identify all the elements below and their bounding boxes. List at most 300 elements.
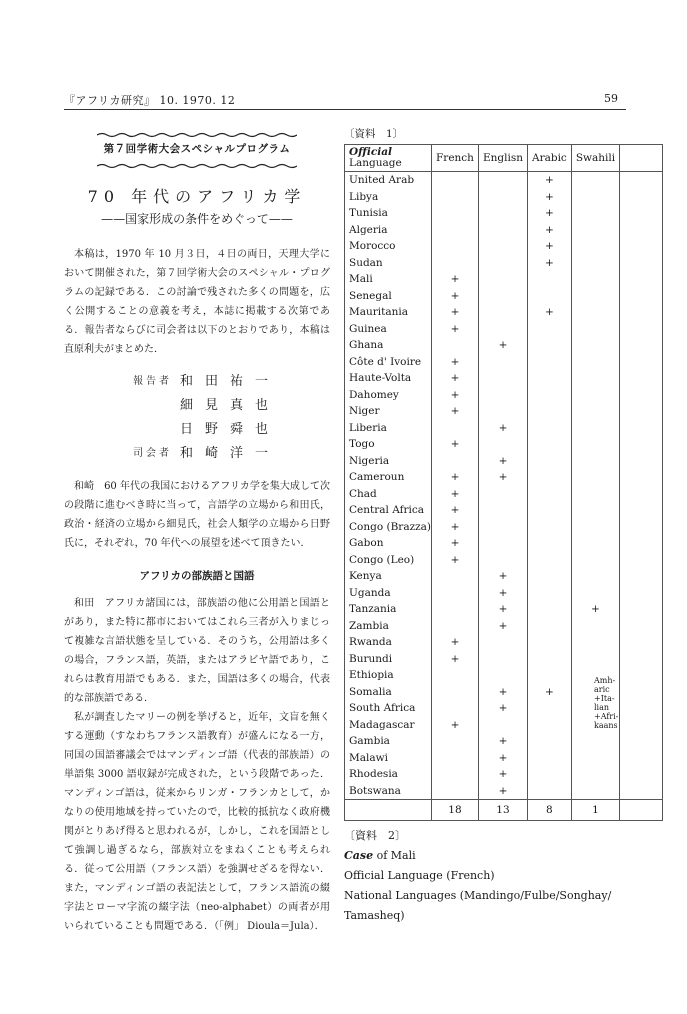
table-row <box>345 436 663 453</box>
mark-cell <box>478 370 527 387</box>
table-row <box>345 304 663 321</box>
country-cell: Somalia <box>345 684 432 701</box>
country-cell: Mali <box>345 271 432 288</box>
mark-cell: + <box>432 469 479 486</box>
table-row <box>345 288 663 305</box>
mark-cell: + <box>432 288 479 305</box>
mark-cell <box>432 255 479 272</box>
country-cell: Morocco <box>345 238 432 255</box>
mark-cell <box>478 238 527 255</box>
mark-cell: + <box>527 189 571 206</box>
person-role: 司会者 <box>133 447 172 459</box>
country-cell: Congo (Leo) <box>345 552 432 569</box>
mark-cell <box>571 222 619 239</box>
country-cell: United Arab <box>345 172 432 189</box>
other-cell <box>620 453 663 470</box>
other-cell <box>620 502 663 519</box>
mark-cell <box>571 370 619 387</box>
mark-cell: + <box>478 337 527 354</box>
mark-cell <box>478 172 527 189</box>
mark-cell <box>571 469 619 486</box>
mark-cell <box>571 436 619 453</box>
mark-cell <box>478 486 527 503</box>
mark-cell: + <box>478 783 527 800</box>
table-row <box>345 387 663 404</box>
table-row <box>345 238 663 255</box>
other-cell <box>620 766 663 783</box>
header-rule <box>64 109 626 110</box>
mark-cell <box>432 337 479 354</box>
country-cell: Gambia <box>345 733 432 750</box>
table-row <box>345 733 663 750</box>
other-cell <box>620 403 663 420</box>
mark-cell: + <box>432 535 479 552</box>
mark-cell <box>571 271 619 288</box>
mark-cell: + <box>432 403 479 420</box>
page-number: 59 <box>604 92 618 105</box>
mark-cell <box>478 387 527 404</box>
other-cell <box>620 222 663 239</box>
mark-cell <box>527 535 571 552</box>
mark-cell: + <box>527 222 571 239</box>
total-cell: 18 <box>432 800 479 821</box>
country-cell: Central Africa <box>345 502 432 519</box>
country-cell: Côte d' Ivoire <box>345 354 432 371</box>
table-row <box>345 552 663 569</box>
other-cell <box>620 535 663 552</box>
mark-cell <box>432 750 479 767</box>
header-official: Official <box>349 146 392 158</box>
other-cell <box>620 387 663 404</box>
mark-cell <box>527 387 571 404</box>
mark-cell: + <box>432 436 479 453</box>
country-cell: South Africa <box>345 700 432 717</box>
special-program-title: 第７回学術大会スペシャルプログラム <box>103 143 291 155</box>
other-cell <box>620 172 663 189</box>
table-row <box>345 502 663 519</box>
person-name: 日野舜也 <box>180 421 281 437</box>
mark-cell <box>571 519 619 536</box>
mark-cell: + <box>478 700 527 717</box>
mark-cell: + <box>527 304 571 321</box>
table-row <box>345 585 663 602</box>
mark-cell <box>571 733 619 750</box>
other-cell <box>620 189 663 206</box>
mark-cell: + <box>432 651 479 668</box>
mark-cell: + <box>432 271 479 288</box>
table-row <box>345 403 663 420</box>
other-cell <box>620 370 663 387</box>
country-cell: Malawi <box>345 750 432 767</box>
other-cell <box>620 436 663 453</box>
table-row <box>345 271 663 288</box>
mark-cell: + <box>478 684 527 701</box>
country-cell: Togo <box>345 436 432 453</box>
mark-cell <box>432 684 479 701</box>
mark-cell <box>527 337 571 354</box>
mark-cell <box>478 436 527 453</box>
country-cell: Senegal <box>345 288 432 305</box>
mark-cell <box>527 717 571 734</box>
other-cell <box>620 486 663 503</box>
mali-national-languages: National Languages (Mandingo/Fulbe/Songhay/ Tamasheq) <box>344 889 612 922</box>
mark-cell <box>527 486 571 503</box>
mark-cell: + <box>432 387 479 404</box>
person-name: 和田祐一 <box>180 373 281 389</box>
mark-cell <box>478 717 527 734</box>
other-cell <box>620 337 663 354</box>
other-cell <box>620 552 663 569</box>
mark-cell <box>432 189 479 206</box>
mark-cell: + <box>432 354 479 371</box>
mark-cell <box>571 337 619 354</box>
mark-cell: + <box>478 601 527 618</box>
column-header-swahili: Swahili <box>571 145 619 172</box>
mark-cell <box>527 552 571 569</box>
table-header-row <box>345 145 663 172</box>
country-cell: Mauritania <box>345 304 432 321</box>
mark-cell <box>527 733 571 750</box>
mark-cell <box>571 189 619 206</box>
table-row <box>345 634 663 651</box>
table-row <box>345 337 663 354</box>
country-cell: Ethiopia <box>345 667 432 684</box>
moderator-paragraph: 和崎 60 年代の我国におけるアフリカ学を集大成して次の段階に進むべき時に当って，言語学の立場から和田氏，政治・経済の立場から細見氏，社会人類学の立場から日野氏に，それぞれ，70 年代への展望を述べて頂きたい． <box>64 481 330 549</box>
mark-cell <box>432 766 479 783</box>
other-cell <box>620 321 663 338</box>
other-cell <box>620 238 663 255</box>
mark-cell <box>478 651 527 668</box>
person-name: 細見真也 <box>180 397 281 413</box>
mark-cell <box>527 585 571 602</box>
mark-cell: + <box>432 304 479 321</box>
country-cell: Sudan <box>345 255 432 272</box>
country-cell: Chad <box>345 486 432 503</box>
country-cell: Kenya <box>345 568 432 585</box>
other-cell <box>620 304 663 321</box>
other-cell <box>620 205 663 222</box>
mali-official-language: Official Language (French) <box>344 869 495 882</box>
other-cell <box>620 733 663 750</box>
mark-cell <box>527 783 571 800</box>
country-cell: Algeria <box>345 222 432 239</box>
mark-cell: + <box>571 601 619 618</box>
other-cell <box>620 519 663 536</box>
mark-cell <box>527 469 571 486</box>
mark-cell <box>478 535 527 552</box>
mark-cell <box>478 502 527 519</box>
table-row <box>345 783 663 800</box>
mark-cell: + <box>527 172 571 189</box>
country-cell: Rhodesia <box>345 766 432 783</box>
other-cell <box>620 288 663 305</box>
mark-cell: + <box>527 205 571 222</box>
mark-cell <box>478 354 527 371</box>
mark-cell <box>527 651 571 668</box>
mark-cell <box>527 403 571 420</box>
table-row <box>345 222 663 239</box>
section-heading: アフリカの部族語と国語 <box>139 570 255 582</box>
mark-cell <box>527 271 571 288</box>
country-cell: Haute-Volta <box>345 370 432 387</box>
table-row <box>345 370 663 387</box>
mark-cell <box>432 733 479 750</box>
mark-cell <box>527 634 571 651</box>
mark-cell <box>478 271 527 288</box>
table-row <box>345 469 663 486</box>
totals-label-cell <box>345 800 432 821</box>
other-cell <box>620 568 663 585</box>
other-cell <box>620 354 663 371</box>
mark-cell <box>527 453 571 470</box>
mark-cell <box>571 172 619 189</box>
header-official-language <box>345 145 432 172</box>
mark-cell <box>571 568 619 585</box>
column-header-english: Englisn <box>478 145 527 172</box>
country-cell: Tanzania <box>345 601 432 618</box>
table-row <box>345 189 663 206</box>
mark-cell <box>432 420 479 437</box>
mark-cell: + <box>432 519 479 536</box>
country-cell: Gabon <box>345 535 432 552</box>
mark-cell: + <box>478 585 527 602</box>
mark-cell <box>571 651 619 668</box>
table-row <box>345 321 663 338</box>
mark-cell <box>527 420 571 437</box>
mark-cell: + <box>478 618 527 635</box>
country-cell: Tunisia <box>345 205 432 222</box>
table-row <box>345 766 663 783</box>
total-cell: 1 <box>571 800 619 821</box>
mark-cell <box>571 304 619 321</box>
country-cell: Burundi <box>345 651 432 668</box>
table-row <box>345 486 663 503</box>
country-cell: Zambia <box>345 618 432 635</box>
country-cell: Nigeria <box>345 453 432 470</box>
main-title: 70 年代のアフリカ学 <box>87 187 307 206</box>
mark-cell <box>478 552 527 569</box>
mark-cell: + <box>478 750 527 767</box>
table-row <box>345 172 663 189</box>
mark-cell <box>571 288 619 305</box>
country-cell: Uganda <box>345 585 432 602</box>
table-row <box>345 568 663 585</box>
subtitle: ——国家形成の条件をめぐって—— <box>101 212 293 226</box>
mark-cell <box>478 222 527 239</box>
mark-cell <box>571 750 619 767</box>
mark-cell: + <box>432 321 479 338</box>
country-cell: Libya <box>345 189 432 206</box>
mark-cell <box>432 700 479 717</box>
country-cell: Niger <box>345 403 432 420</box>
mark-cell <box>527 370 571 387</box>
mark-cell <box>478 634 527 651</box>
mark-cell: + <box>478 733 527 750</box>
mark-cell <box>432 222 479 239</box>
person-row <box>64 441 330 465</box>
intro-paragraph: 本稿は，1970 年 10 月３日，４日の両日，天理大学において開催された，第７回学術大会のスペシャル・プログラムの記録である．この討論で残された多くの問題を，広く公開することの意義を考え，本誌に掲載する次第である．報告者ならびに司会者は以下のとおりであり，本稿は直原利夫がまとめた． <box>64 249 330 355</box>
other-cell <box>620 255 663 272</box>
country-cell: Ghana <box>345 337 432 354</box>
mark-cell <box>527 618 571 635</box>
country-cell: Madagascar <box>345 717 432 734</box>
wave-rule-bottom <box>97 163 297 169</box>
mark-cell: + <box>478 469 527 486</box>
mark-cell <box>432 172 479 189</box>
country-cell: Liberia <box>345 420 432 437</box>
other-cell <box>620 271 663 288</box>
totals-row <box>345 800 663 821</box>
country-cell: Rwanda <box>345 634 432 651</box>
other-cell <box>620 634 663 651</box>
person-row <box>64 393 330 417</box>
mark-cell <box>432 238 479 255</box>
mark-cell <box>432 568 479 585</box>
mark-cell <box>571 502 619 519</box>
other-cell <box>620 750 663 767</box>
mark-cell <box>527 667 571 684</box>
mark-cell <box>527 436 571 453</box>
wave-rule-top <box>97 132 297 138</box>
body-paragraph-1: 和田 アフリカ諸国には，部族語の他に公用語と国語とがあり，また特に都市においてはこれら三者が入りまじって複雑な言語状態を呈している．そのうち，公用語は多くの場合，フランス語，英語，またはアラビヤ語であり，これらは教育用語でもある．また，国語は多くの場合，代表的な部族語である． <box>64 598 330 704</box>
mark-cell <box>571 585 619 602</box>
mark-cell <box>571 783 619 800</box>
table-row <box>345 420 663 437</box>
column-header-french: French <box>432 145 479 172</box>
mark-cell <box>432 205 479 222</box>
table-row <box>345 519 663 536</box>
mark-cell: + <box>432 552 479 569</box>
person-name: 和崎洋一 <box>180 445 281 461</box>
mark-cell <box>571 387 619 404</box>
running-title: 『アフリカ研究』 10. 1970. 12 <box>64 94 236 107</box>
mark-cell <box>527 601 571 618</box>
mark-cell <box>432 667 479 684</box>
total-cell: 13 <box>478 800 527 821</box>
mali-case-block <box>344 826 644 926</box>
mark-cell <box>478 321 527 338</box>
mark-cell <box>571 618 619 635</box>
other-cell <box>620 585 663 602</box>
mark-cell <box>571 420 619 437</box>
mark-cell <box>571 255 619 272</box>
mark-cell: + <box>478 568 527 585</box>
other-cell <box>620 469 663 486</box>
left-column <box>64 128 330 936</box>
mark-cell: + <box>478 766 527 783</box>
mark-cell <box>527 750 571 767</box>
other-cell <box>620 420 663 437</box>
mark-cell <box>478 403 527 420</box>
country-cell: Dahomey <box>345 387 432 404</box>
table-row <box>345 205 663 222</box>
mali-case-line <box>344 846 644 866</box>
mark-cell <box>527 766 571 783</box>
mark-cell <box>527 700 571 717</box>
mark-cell <box>571 535 619 552</box>
mark-cell <box>432 618 479 635</box>
mark-cell <box>478 667 527 684</box>
mark-cell <box>478 288 527 305</box>
country-cell: Guinea <box>345 321 432 338</box>
other-cell <box>620 618 663 635</box>
mark-cell: + <box>432 634 479 651</box>
person-row <box>64 417 330 441</box>
country-cell: Congo (Brazza) <box>345 519 432 536</box>
table-label: 〔資料 1〕 <box>344 128 404 140</box>
mark-cell <box>571 205 619 222</box>
mark-cell <box>478 304 527 321</box>
mark-cell <box>571 238 619 255</box>
table-row <box>345 601 663 618</box>
mark-cell: + <box>432 717 479 734</box>
mark-cell: + <box>432 370 479 387</box>
mark-cell: + <box>478 453 527 470</box>
mark-cell: + <box>478 420 527 437</box>
mark-cell <box>571 552 619 569</box>
table-row <box>345 354 663 371</box>
other-languages-note: Amh-aric +Ita-lian +Afri-kaans <box>594 676 619 730</box>
mark-cell: + <box>432 486 479 503</box>
mark-cell <box>527 288 571 305</box>
table-row <box>345 750 663 767</box>
table-row <box>345 255 663 272</box>
mark-cell: + <box>527 255 571 272</box>
mark-cell <box>527 568 571 585</box>
header-language: Language <box>349 157 402 169</box>
mark-cell: + <box>527 238 571 255</box>
total-other-cell <box>620 800 663 821</box>
mark-cell <box>571 766 619 783</box>
person-row <box>64 369 330 393</box>
total-cell: 8 <box>527 800 571 821</box>
other-cell <box>620 783 663 800</box>
mark-cell <box>478 255 527 272</box>
people-list <box>64 369 330 465</box>
table-row <box>345 618 663 635</box>
column-header-other <box>620 145 663 172</box>
body-paragraph-2: 私が調査したマリーの例を挙げると，近年，文盲を無くする運動（すなわちフランス語教育）が盛んになる一方，同国の国語審議会ではマンディンゴ語（代表的部族語）の単語集 3000 語収録が完成された，という段階であった．マンディンゴ語は，従来からリンガ・フランカとして，かなりの使用地域を持っていたので，比較的抵抗なく政府機関がとりあげ得ると思われるが，しかし，これを国語として強調し過ぎるなら，部族対立をまねくことも考えられる．従って公用語（フランス語）を強調せざるを得ない．また，マンディンゴ語の表記法として，フランス語流の綴字法とローマ字流の綴字法（neo-alphabet）の両者が用いられていることも問題である．（「例」 Dioula＝Jula）． <box>64 712 330 932</box>
mark-cell <box>571 486 619 503</box>
column-header-arabic: Arabic <box>527 145 571 172</box>
mark-cell: + <box>527 684 571 701</box>
mark-cell <box>527 354 571 371</box>
other-cell <box>620 651 663 668</box>
country-cell: Botswana <box>345 783 432 800</box>
person-role: 報告者 <box>133 375 172 387</box>
mark-cell <box>432 783 479 800</box>
other-cell <box>620 601 663 618</box>
mark-cell <box>478 519 527 536</box>
mark-cell <box>432 453 479 470</box>
country-cell: Cameroun <box>345 469 432 486</box>
mark-cell <box>527 519 571 536</box>
mark-cell <box>571 634 619 651</box>
case-rest: of Mali <box>373 849 416 862</box>
mark-cell <box>432 601 479 618</box>
mark-cell <box>571 321 619 338</box>
mark-cell <box>571 354 619 371</box>
mark-cell <box>478 205 527 222</box>
mark-cell <box>432 585 479 602</box>
mark-cell <box>478 189 527 206</box>
mark-cell: + <box>432 502 479 519</box>
mark-cell <box>527 321 571 338</box>
table-row <box>345 453 663 470</box>
mark-cell <box>571 403 619 420</box>
case-word: Case <box>344 849 374 862</box>
table-row <box>345 651 663 668</box>
